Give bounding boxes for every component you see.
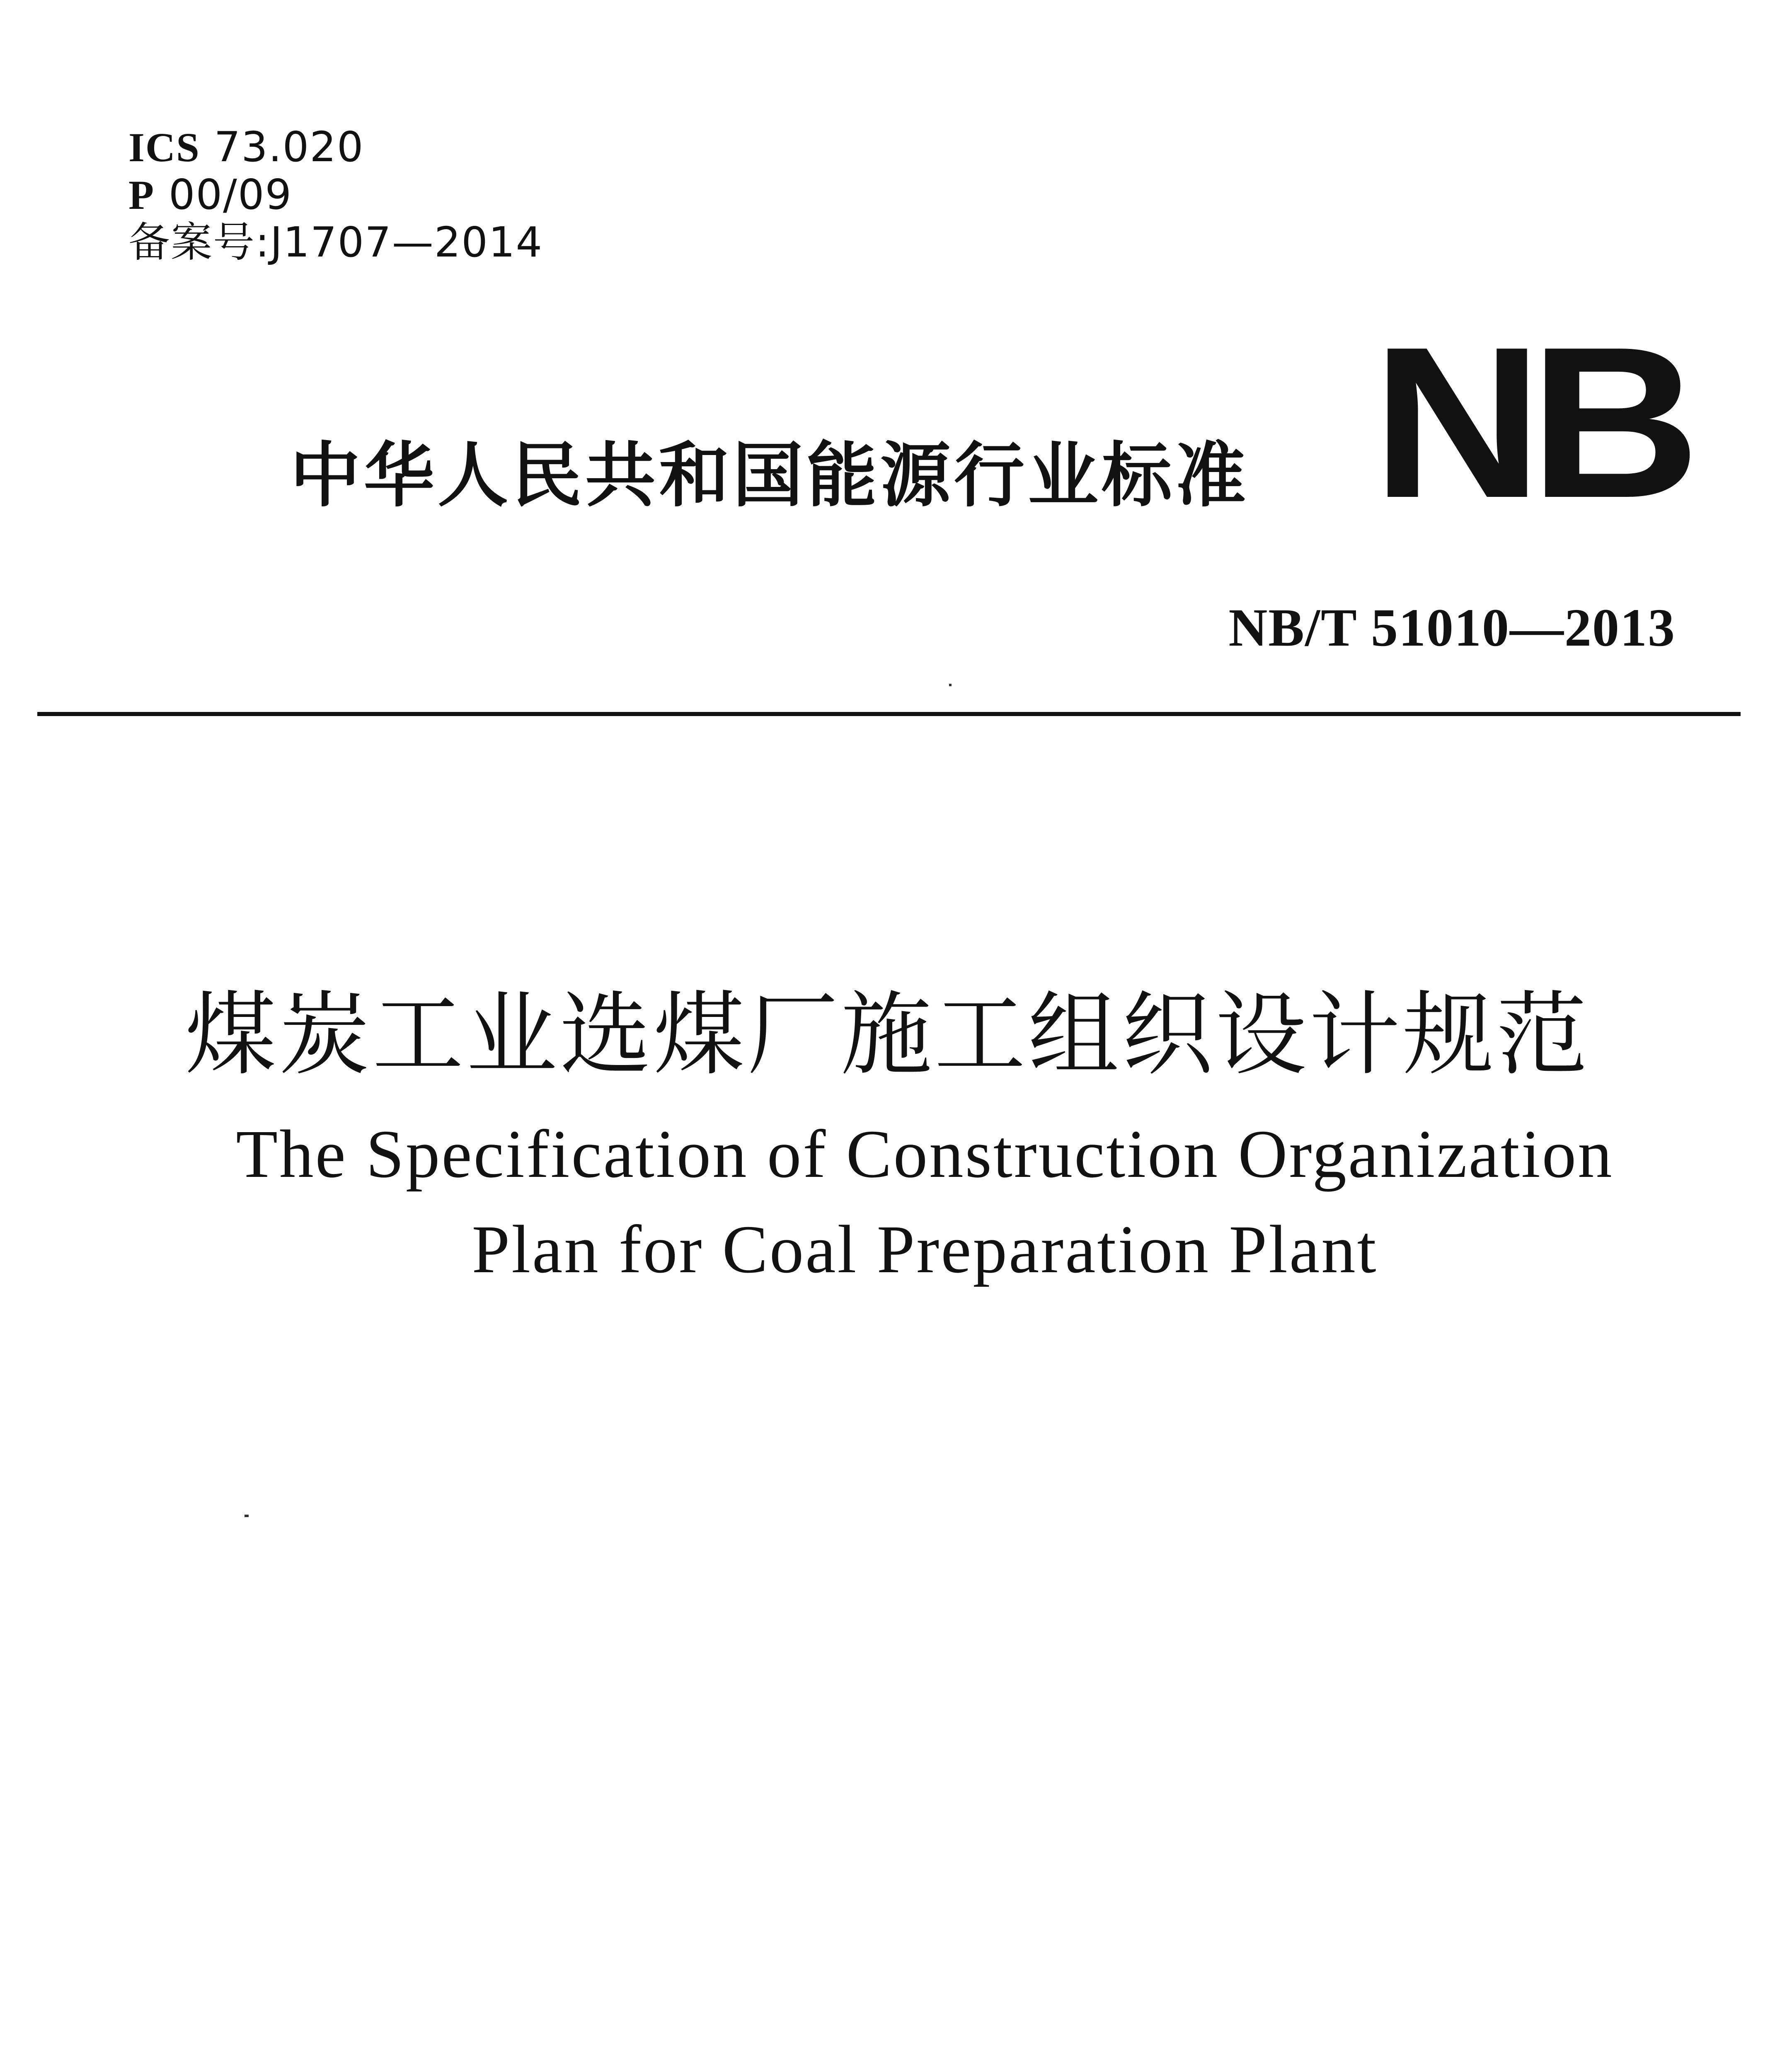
document-title-english-line1: The Specification of Construction Organization [236, 1116, 1614, 1192]
document-title-chinese: 煤炭工业选煤厂施工组织设计规范 [185, 982, 1590, 1088]
category-classification [128, 172, 292, 218]
ics-classification [128, 124, 364, 170]
ics-prefix: ICS [128, 124, 200, 170]
top-divider [37, 712, 1741, 716]
ics-code: 73.020 [214, 123, 364, 171]
nb-logo: NB [1372, 302, 1687, 543]
class-prefix: P [128, 172, 155, 218]
class-code: 00/09 [168, 170, 293, 219]
scan-speck [245, 1515, 249, 1517]
record-number: J1707—2014 [270, 218, 543, 266]
record-label: 备案号: [128, 218, 270, 266]
record-number-line [128, 220, 543, 265]
standard-number: NB/T 51010—2013 [1228, 598, 1676, 658]
document-title-english-line2: Plan for Coal Preparation Plant [472, 1211, 1378, 1287]
scan-speck [949, 684, 952, 686]
industry-standard-title: 中华人民共和国能源行业标准 [290, 435, 1250, 517]
